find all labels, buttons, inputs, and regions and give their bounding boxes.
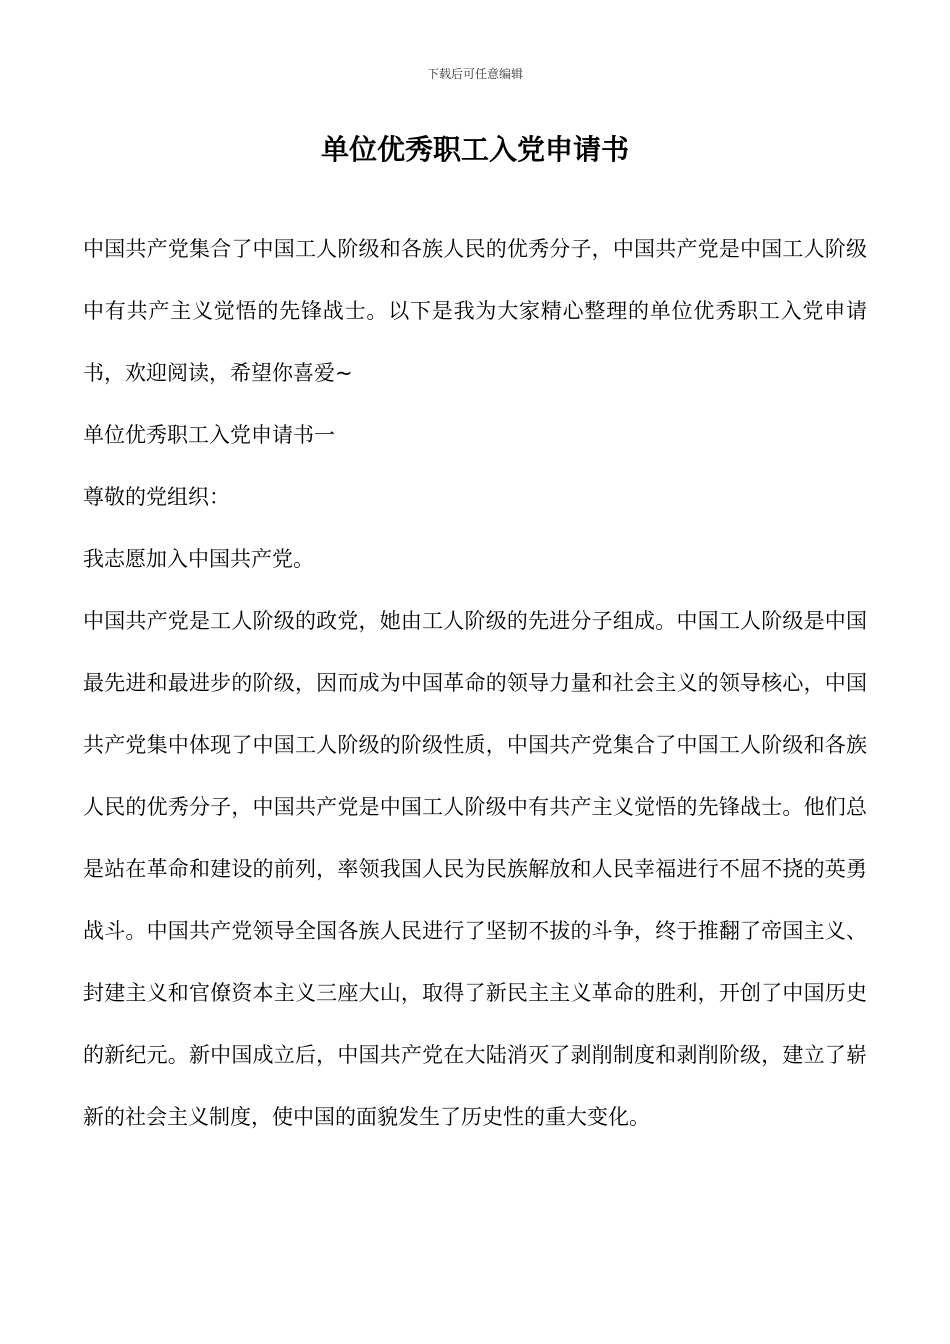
body-paragraph: 中国共产党是工人阶级的政党，她由工人阶级的先进分子组成。中国工人阶级是中国最先进和最进步的阶级，因而成为中国革命的领导力量和社会主义的领导核心，中国共产党集中体现了中国工人阶级的阶级性质，中国共产党集合了中国工人阶级和各族人民的优秀分子，中国共产党是中国工人阶级中有共产主义觉悟的先锋战士。他们总是站在革命和建设的前列，率领我国人民为民族解放和人民幸福进行不屈不挠的英勇战斗。中国共产党领导全国各族人民进行了坚韧不拔的斗争，终于推翻了帝国主义、封建主义和官僚资本主义三座大山，取得了新民主主义革命的胜利，开创了中国历史的新纪元。新中国成立后，中国共产党在大陆消灭了剥削制度和剥削阶级，建立了崭新的社会主义制度，使中国的面貌发生了历史性的重大变化。 — [83, 609, 867, 1129]
document-title: 单位优秀职工入党申请书 — [320, 133, 629, 166]
statement-paragraph: 我志愿加入中国共产党。 — [83, 547, 314, 571]
statement-block — [83, 528, 867, 590]
section-heading-block — [83, 404, 867, 466]
intro-block — [83, 218, 867, 404]
salutation-block — [83, 466, 867, 528]
body-block — [83, 590, 867, 1148]
section-heading: 单位优秀职工入党申请书一 — [83, 423, 335, 447]
intro-paragraph: 中国共产党集合了中国工人阶级和各族人民的优秀分子，中国共产党是中国工人阶级中有共产主义觉悟的先锋战士。以下是我为大家精心整理的单位优秀职工入党申请书，欢迎阅读，希望你喜爱~ — [83, 237, 867, 385]
salutation: 尊敬的党组织： — [83, 485, 230, 509]
header-note: 下载后可任意编辑 — [426, 67, 523, 81]
document-body — [83, 218, 867, 1148]
